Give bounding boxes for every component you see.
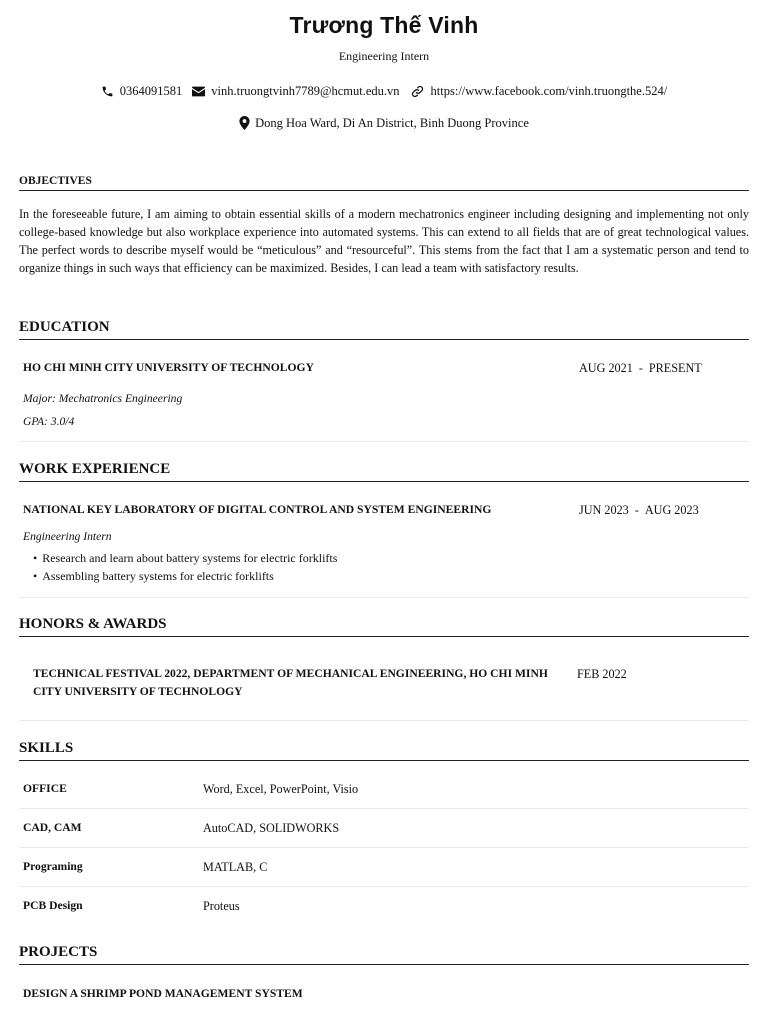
objectives-title: OBJECTIVES: [19, 174, 749, 191]
work-section: [19, 460, 749, 598]
table-row: [19, 770, 749, 809]
list-item: • Research and learn about battery systems for electric forklifts: [33, 549, 337, 567]
education-gpa: GPA: 3.0/4: [23, 415, 75, 428]
objectives-section: [19, 174, 749, 277]
projects-title: PROJECTS: [19, 943, 749, 965]
education-end: PRESENT: [648, 361, 702, 375]
work-start: JUN 2023: [579, 503, 629, 517]
skill-category: OFFICE: [23, 782, 67, 795]
link-icon: [410, 85, 425, 98]
skill-values: Proteus: [203, 899, 240, 913]
education-date: [579, 359, 702, 377]
table-row: [19, 887, 749, 926]
school-name: HO CHI MINH CITY UNIVERSITY OF TECHNOLOGY: [23, 361, 314, 374]
education-entry: [19, 340, 749, 442]
award-name: [33, 665, 548, 701]
skill-category: Programing: [23, 860, 83, 873]
work-position: Engineering Intern: [23, 530, 112, 543]
resume-header: [0, 0, 768, 131]
objectives-text: In the foreseeable future, I am aiming to obtain essential skills of a modern mechatronics engineer including designing and implementing not only college-based knowledge but also workplace experience into automated systems. This can extend to all fields that are of great technological values. The perfect words to describe myself would be “meticulous” and “resourceful”. This stems from the fact that I am a systematic person and tend to organize things in such ways that efficiency can be maximized. Besides, I can lead a team with satisfactory results.: [19, 207, 749, 275]
skill-category: CAD, CAM: [23, 821, 82, 834]
award-entry: [19, 637, 749, 721]
skill-values: AutoCAD, SOLIDWORKS: [203, 821, 340, 835]
date-separator: -: [634, 503, 639, 517]
skills-section: [19, 739, 749, 926]
address-row: [0, 115, 768, 131]
list-item: • Assembling battery systems for electric forklifts: [33, 567, 337, 585]
work-date: [579, 501, 699, 519]
table-row: [19, 809, 749, 848]
skill-category: PCB Design: [23, 899, 83, 912]
address-text: Dong Hoa Ward, Di An District, Binh Duong Province: [255, 116, 529, 130]
honors-title: HONORS & AWARDS: [19, 615, 749, 637]
skills-table: [19, 770, 749, 926]
education-major: Major: Mechatronics Engineering: [23, 392, 183, 405]
skills-title: SKILLS: [19, 739, 749, 761]
work-end: AUG 2023: [644, 503, 699, 517]
work-entry: [19, 482, 749, 598]
map-pin-icon: [239, 116, 250, 130]
project-entry: [19, 965, 749, 1005]
honors-section: [19, 615, 749, 721]
phone-contact: [101, 83, 183, 99]
email-contact[interactable]: [192, 83, 399, 99]
education-section: [19, 318, 749, 442]
award-name-line: TECHNICAL FESTIVAL 2022, DEPARTMENT OF MECHANICAL ENGINEERING, HO CHI MINH: [33, 667, 548, 680]
phone-number: 0364091581: [119, 84, 183, 98]
education-title: EDUCATION: [19, 318, 749, 340]
table-row: [19, 848, 749, 887]
projects-section: [19, 943, 749, 1005]
envelope-icon: [192, 86, 205, 97]
email-address[interactable]: vinh.truongtvinh7789@hcmut.edu.vn: [211, 84, 400, 98]
skill-values: Word, Excel, PowerPoint, Visio: [203, 782, 359, 796]
phone-icon: [101, 85, 114, 98]
work-bullets: [33, 549, 337, 585]
candidate-role: Engineering Intern: [338, 49, 430, 63]
date-separator: -: [638, 361, 643, 375]
award-date: FEB 2022: [577, 667, 627, 681]
work-title: WORK EXPERIENCE: [19, 460, 749, 482]
work-organization: NATIONAL KEY LABORATORY OF DIGITAL CONTROL AND SYSTEM ENGINEERING: [23, 503, 492, 516]
website-contact[interactable]: [410, 83, 668, 99]
contact-row: [0, 83, 768, 99]
award-name-line: CITY UNIVERSITY OF TECHNOLOGY: [33, 685, 243, 698]
skill-values: MATLAB, C: [203, 860, 268, 874]
project-name: DESIGN A SHRIMP POND MANAGEMENT SYSTEM: [23, 987, 303, 1000]
candidate-name: Trương Thế Vinh: [289, 12, 479, 38]
website-link[interactable]: https://www.facebook.com/vinh.truongthe.524/: [430, 84, 668, 98]
education-start: AUG 2021: [579, 361, 633, 375]
